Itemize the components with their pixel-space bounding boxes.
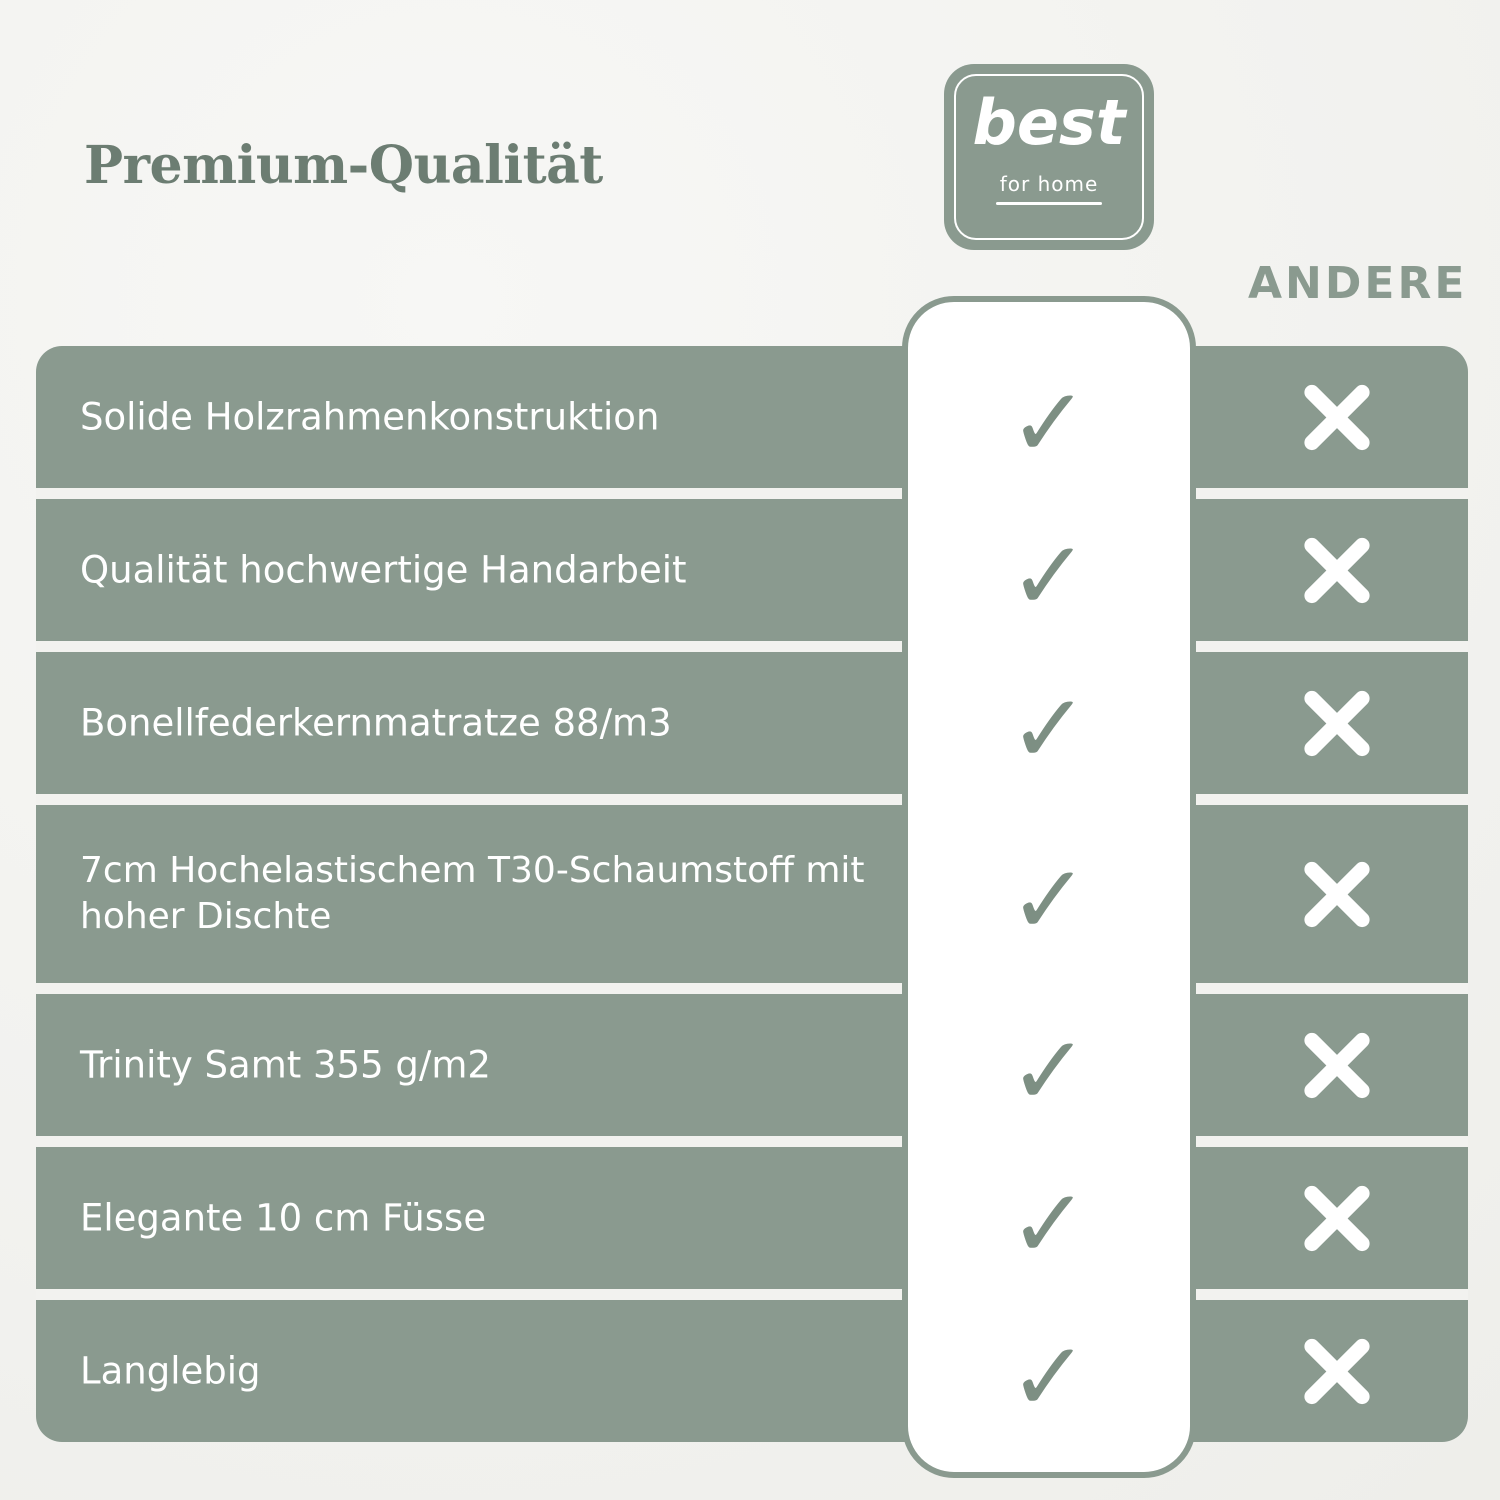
table-row	[36, 652, 1468, 794]
row-divider	[36, 983, 1468, 994]
row-divider	[36, 1136, 1468, 1147]
check-icon: ✓	[1008, 1321, 1090, 1433]
cross-icon	[1294, 1328, 1380, 1414]
brand-logo	[944, 64, 1154, 250]
feature-label: Trinity Samt 355 g/m2	[80, 1043, 491, 1087]
feature-label: Bonellfederkernmatratze 88/m3	[80, 701, 672, 745]
check-icon: ✓	[1008, 367, 1090, 479]
column-header-other: ANDERE	[1248, 258, 1468, 309]
cross-icon	[1294, 527, 1380, 613]
table-row	[36, 1300, 1468, 1442]
cross-icon	[1294, 374, 1380, 460]
cross-icon	[1294, 680, 1380, 766]
check-icon: ✓	[1008, 1168, 1090, 1280]
feature-label: Langlebig	[80, 1349, 261, 1393]
feature-label: Solide Holzrahmenkonstruktion	[80, 395, 660, 439]
page-title: Premium-Qualität	[84, 135, 603, 196]
cross-icon	[1294, 1022, 1380, 1108]
row-divider	[36, 488, 1468, 499]
logo-underline	[996, 202, 1102, 205]
row-divider	[36, 641, 1468, 652]
cross-icon	[1294, 1175, 1380, 1261]
table-row	[36, 499, 1468, 641]
feature-label: 7cm Hochelastischem T30-Schaumstoff mit hoher Dischte	[80, 849, 865, 937]
check-icon: ✓	[1008, 673, 1090, 785]
feature-rows	[36, 346, 1468, 1442]
logo-brand-text: best	[972, 86, 1126, 159]
check-icon: ✓	[1008, 520, 1090, 632]
check-icon: ✓	[1008, 844, 1090, 956]
table-row	[36, 1147, 1468, 1289]
table-row	[36, 805, 1468, 983]
table-row	[36, 346, 1468, 488]
feature-label: Qualität hochwertige Handarbeit	[80, 548, 687, 592]
row-divider	[36, 1289, 1468, 1300]
feature-label: Elegante 10 cm Füsse	[80, 1196, 487, 1240]
brand-column-highlight	[902, 296, 1196, 1478]
check-icon: ✓	[1008, 1015, 1090, 1127]
row-divider	[36, 794, 1468, 805]
cross-icon	[1294, 851, 1380, 937]
logo-tagline: for home	[999, 172, 1099, 196]
table-row	[36, 994, 1468, 1136]
